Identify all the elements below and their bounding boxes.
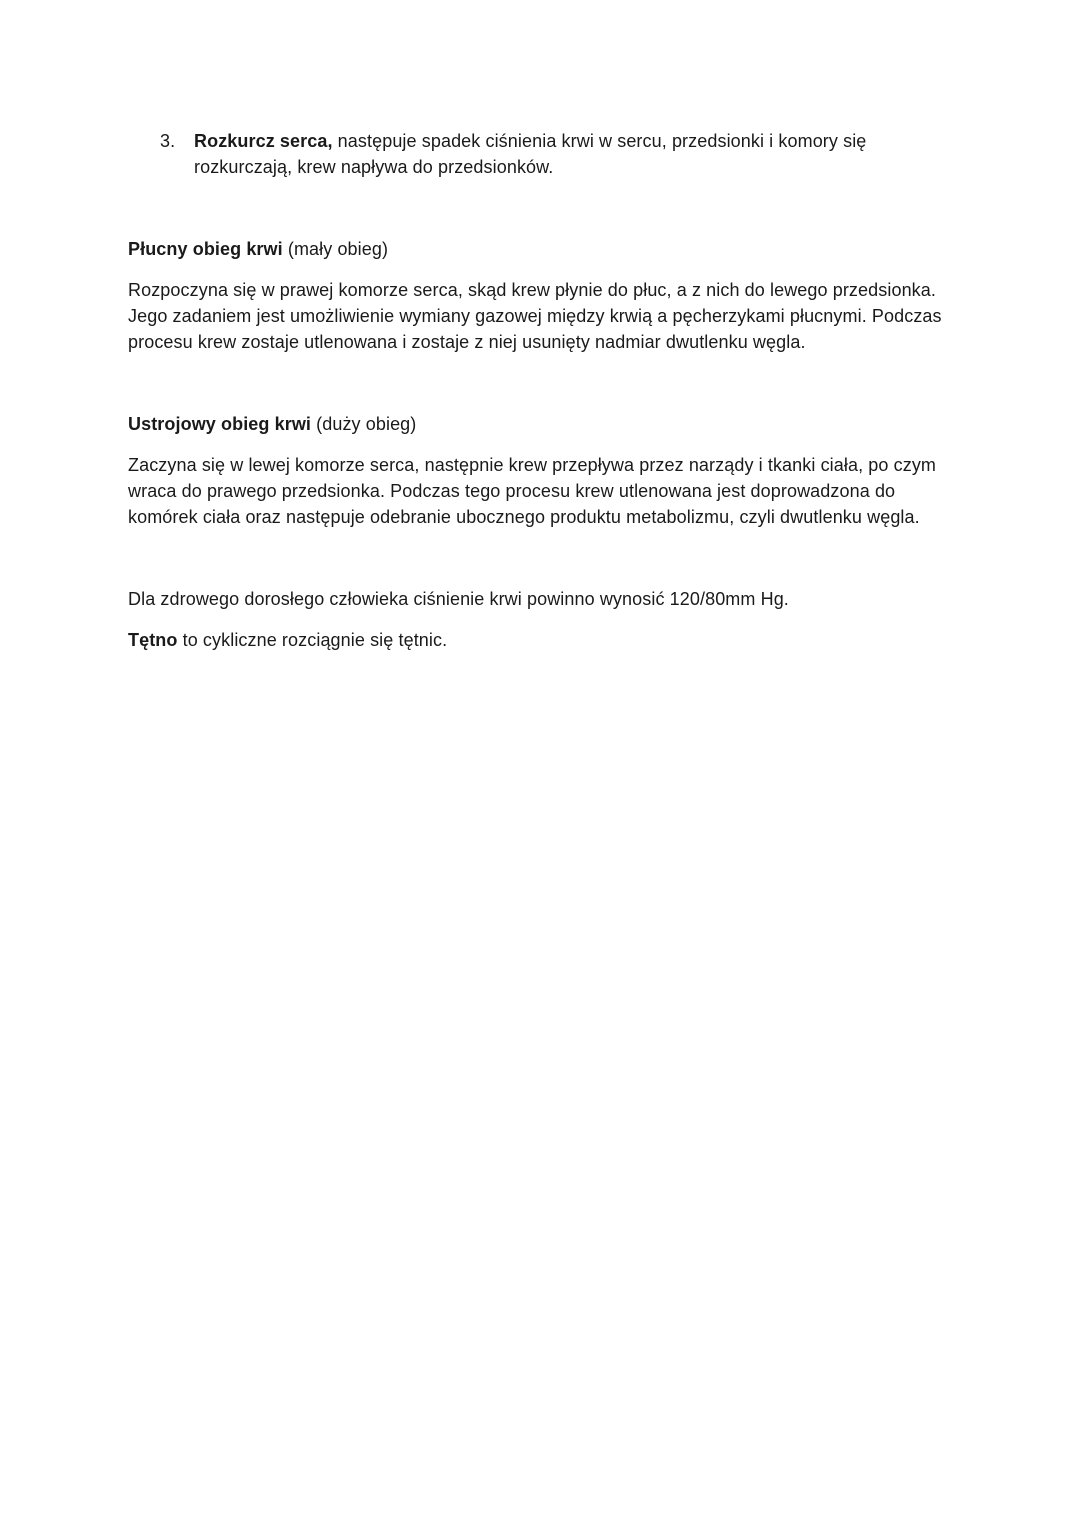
systemic-title: Ustrojowy obieg krwi (128, 414, 312, 434)
pulmonary-heading (128, 236, 958, 262)
pulmonary-title: Płucny obieg krwi (128, 239, 283, 259)
pulse-line (128, 627, 958, 653)
pulse-text: to cykliczne rozciągnie się tętnic. (177, 630, 448, 650)
systemic-heading (128, 411, 958, 437)
pulmonary-subtitle: (mały obieg) (282, 239, 389, 259)
pulmonary-paragraph: Rozpoczyna się w prawej komorze serca, skąd krew płynie do płuc, a z nich do lewego przedsionka. Jego zadaniem jest umożliwienie wymiany gazowej między krwią a pęcherzykami płucnymi. Podczas procesu krew zostaje utlenowana i zostaje z niej usunięty nadmiar dwutlenku węgla. (128, 280, 942, 352)
list-item-diastole (160, 128, 900, 180)
list-number: 3. (160, 131, 176, 151)
pulse-term: Tętno (128, 630, 178, 650)
list-item-term: Rozkurcz serca, (194, 131, 333, 151)
list-item-body (194, 128, 900, 180)
list-item-text: następuje spadek ciśnienia krwi w sercu, przedsionki i komory się rozkurczają, krew napływa do przedsionków. (194, 131, 867, 177)
systemic-paragraph: Zaczyna się w lewej komorze serca, następnie krew przepływa przez narządy i tkanki ciała, po czym wraca do prawego przedsionka. Podczas tego procesu krew utlenowana jest doprowadzona do komórek ciała oraz następuje odebranie ubocznego produktu metabolizmu, czyli dwutlenku węgla. (128, 455, 937, 527)
systemic-subtitle: (duży obieg) (311, 414, 417, 434)
blood-pressure-line: Dla zdrowego dorosłego człowieka ciśnienie krwi powinno wynosić 120/80mm Hg. (128, 589, 789, 609)
